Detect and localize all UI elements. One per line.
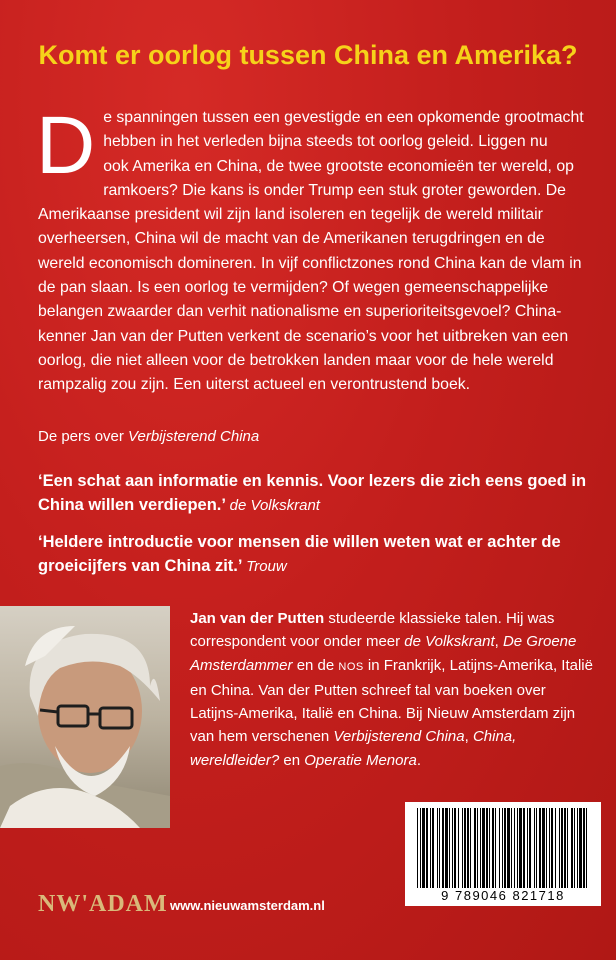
press-intro: [38, 428, 259, 445]
press-intro-prefix: De pers over: [38, 428, 129, 445]
barcode-bars: [405, 802, 601, 890]
blurb-text: [36, 100, 588, 398]
quote-text: ‘Een schat aan informatie en kennis. Voor lezers die zich eens goed in China willen verdiepen.’: [38, 472, 587, 514]
author-photo: [0, 606, 170, 828]
bio-text: ,: [494, 633, 503, 651]
isbn-number: 9 789046 821718: [441, 888, 565, 903]
bio-text: studeerde klassieke talen. Hij was correspondent voor onder meer: [190, 610, 555, 651]
bio-italic: China, wereldleider?: [190, 728, 517, 769]
bio-italic: Operatie Menora: [304, 751, 417, 769]
blurb-rest: ramkoers? Die kans is onder Trump een stuk groter geworden. De Amerikaanse president wil zijn land isoleren en tegelijk de wereld militair overheersen, China wil de macht van de Amerikanen terugdringen en de wereld economisch domineren. In vijf conflictzones rond China kan de vlam in de pan slaan. Is een oorlog te vermijden? Of wegen gemeenschappelijke belangen zwaarder dan verhit nationalisme en superioriteitsgevoel? China-kenner Jan van der Putten verkent de scenario’s voor het uitbreken van een oorlog, die niet alleen voor de betrokken landen maar voor de hele wereld rampzalig zou zijn. Een uiterst actueel en verontrustend boek.: [38, 181, 582, 394]
blurb-line-1: e spanningen tussen een gevestigde en een opkomende grootmacht: [103, 109, 584, 126]
publisher-website: www.nieuwamsterdam.nl: [170, 898, 325, 913]
press-intro-title: Verbijsterend China: [128, 428, 260, 445]
isbn-barcode: [405, 802, 601, 906]
bio-italic: Verbijsterend China: [333, 728, 465, 746]
bio-italic: De Groene Amsterdammer: [190, 633, 577, 674]
quote-text: ‘Heldere introductie voor mensen die willen weten wat er achter de groeicijfers van China zit.’: [38, 533, 561, 575]
quote-source: de Volkskrant: [229, 496, 320, 514]
quote-source: Trouw: [246, 557, 287, 575]
bio-italic: de Volkskrant: [404, 633, 495, 651]
blurb-line-3: ook Amerika en China, de twee grootste economieën ter wereld, op: [103, 157, 574, 175]
bio-text: in Frankrijk, Latijns-Amerika, Italië en China. Van der Putten schreef tal van boeken over Latijns-Amerika, Italië en China. Bij Nieuw Amsterdam zijn van hem verschenen: [190, 656, 593, 746]
bio-text: en: [279, 751, 305, 769]
press-quote-2: [38, 531, 598, 578]
author-bio: [190, 607, 595, 772]
blurb-line-2: hebben in het verleden bijna steeds tot oorlog geleid. Liggen nu: [103, 133, 548, 151]
bio-text: ,: [464, 728, 473, 746]
press-quote-1: [38, 470, 598, 517]
publisher-logo: NW'ADAM: [38, 891, 168, 917]
drop-cap: D: [36, 100, 96, 191]
bio-smallcaps: NOS: [338, 660, 364, 673]
cover-headline: Komt er oorlog tussen China en Amerika?: [38, 40, 578, 70]
bio-text: en de: [292, 656, 339, 674]
author-name: Jan van der Putten: [190, 610, 325, 627]
bio-text: .: [416, 751, 421, 769]
